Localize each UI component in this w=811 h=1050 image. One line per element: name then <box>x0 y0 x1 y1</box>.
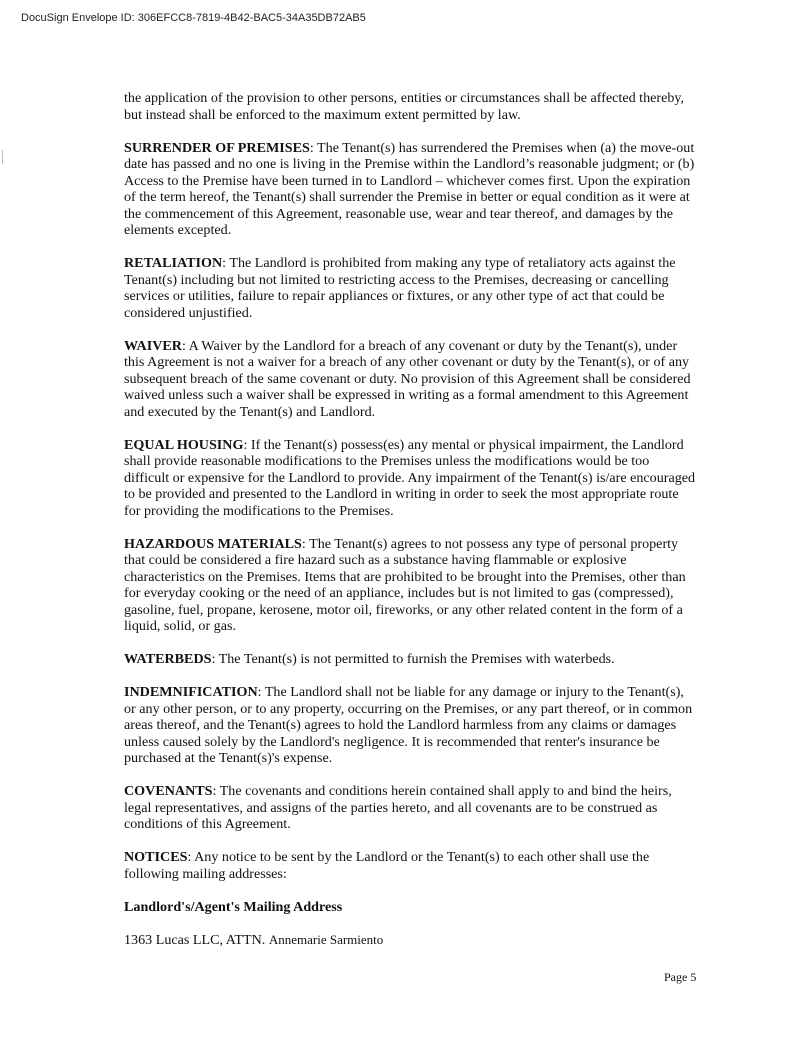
paragraph-covenants <box>124 783 697 833</box>
paragraph-equal-housing <box>124 437 697 520</box>
mailing-address-prefix: 1363 Lucas LLC, ATTN. <box>124 931 266 948</box>
paragraph-text: : The Tenant(s) is not permitted to furnish the Premises with waterbeds. <box>211 651 615 667</box>
paragraph-text: : The covenants and conditions herein contained shall apply to and bind the heirs, legal representatives, and assigns of the parties hereto, and all covenants are to be construed as conditions of this Agreement. <box>124 783 672 832</box>
paragraph-hazardous-materials <box>124 536 697 635</box>
paragraph-title: INDEMNIFICATION <box>124 684 258 700</box>
mailing-address-name: Annemarie Sarmiento <box>268 931 384 947</box>
paragraph-retaliation <box>124 255 697 321</box>
paragraph-waiver <box>124 338 697 421</box>
paragraph-text: : The Landlord shall not be liable for any damage or injury to the Tenant(s), or any other person, or to any property, occurring on the Premises, or any part thereof, or in common areas thereof, and the Tenant(s) agrees to hold the Landlord harmless from any claims or damages unless caused solely by the Landlord's negligence. It is recommended that renter's insurance be purchased at the Tenant(s)'s expense. <box>124 684 693 766</box>
paragraph-text: : The Tenant(s) agrees to not possess any type of personal property that could be considered a fire hazard such as a substance having flammable or explosive characteristics on the Premises. Items that are prohibited to be brought into the Premises, other than for everyday cooking or the need of an appliance, includes but is not limited to gas (compressed), gasoline, fuel, propane, kerosene, motor oil, fireworks, or any other related content in the form of a liquid, solid, or gas. <box>124 535 686 634</box>
paragraph-text: : The Landlord is prohibited from making any type of retaliatory acts against the Tenant(s) including but not limited to restricting access to the Premises, decreasing or cancelling services or utilities, failure to repair appliances or fixtures, or any other type of act that could be considered unjustified. <box>124 255 676 321</box>
paragraph-text: the application of the provision to other persons, entities or circumstances shall be affected thereby, but instead shall be enforced to the maximum extent permitted by law. <box>124 90 685 123</box>
paragraph-notices <box>124 849 697 882</box>
paragraph-text: : A Waiver by the Landlord for a breach of any covenant or duty by the Tenant(s), under this Agreement is not a waiver for a breach of any other covenant or duty by the Tenant(s), or of any subsequent breach of the same covenant or duty. No provision of this Agreement shall be considered waived unless such a waiver shall be expressed in writing as a formal amendment to this Agreement and executed by the Tenant(s) and Landlord. <box>124 337 691 420</box>
paragraph-title: WATERBEDS <box>124 651 212 667</box>
docusign-envelope-id: DocuSign Envelope ID: 306EFCC8-7819-4B42-BAC5-34A35DB72AB5 <box>21 12 366 24</box>
paragraph-title: NOTICES <box>124 849 188 865</box>
paragraph-title: SURRENDER OF PREMISES <box>124 139 310 156</box>
paragraph-title: HAZARDOUS MATERIALS <box>124 535 302 552</box>
paragraph-text: : The Tenant(s) has surrendered the Premises when (a) the move-out date has passed and no one is living in the Premise within the Landlord’s reasonable judgment; or (b) Access to the Premise have been turned in to Landlord – whichever comes first. Upon the expiration of the term hereof, the Tenant(s) shall surrender the Premise in better or equal condition as it were at the commencement of this Agreement, reasonable use, wear and tear thereof, and damages by the elements excepted. <box>124 139 695 238</box>
paragraph-title: RETALIATION <box>124 255 223 271</box>
paragraph-indemnification <box>124 684 697 767</box>
scan-edge-mark <box>2 150 3 164</box>
paragraph-severability-continued <box>124 90 697 123</box>
mailing-address-heading: Landlord's/Agent's Mailing Address <box>124 898 343 915</box>
paragraph-surrender-of-premises <box>124 140 697 239</box>
paragraph-text: : If the Tenant(s) possess(es) any mental or physical impairment, the Landlord shall provide reasonable modifications to the Premises unless the modifications would be too difficult or expensive for the Landlord to provide. Any impairment of the Tenant(s) is/are encouraged to be provided and presented to the Landlord in writing in order to seek the most appropriate route for providing the modifications to the Premises. <box>124 436 696 519</box>
page-number: Page 5 <box>664 970 697 984</box>
paragraph-title: COVENANTS <box>124 783 213 799</box>
paragraph-title: WAIVER <box>124 337 182 354</box>
paragraph-text: : Any notice to be sent by the Landlord or the Tenant(s) to each other shall use the following mailing addresses: <box>124 849 650 882</box>
paragraph-title: EQUAL HOUSING <box>124 436 244 453</box>
document-body <box>124 90 697 965</box>
mailing-address <box>124 932 697 949</box>
paragraph-waterbeds <box>124 651 697 668</box>
